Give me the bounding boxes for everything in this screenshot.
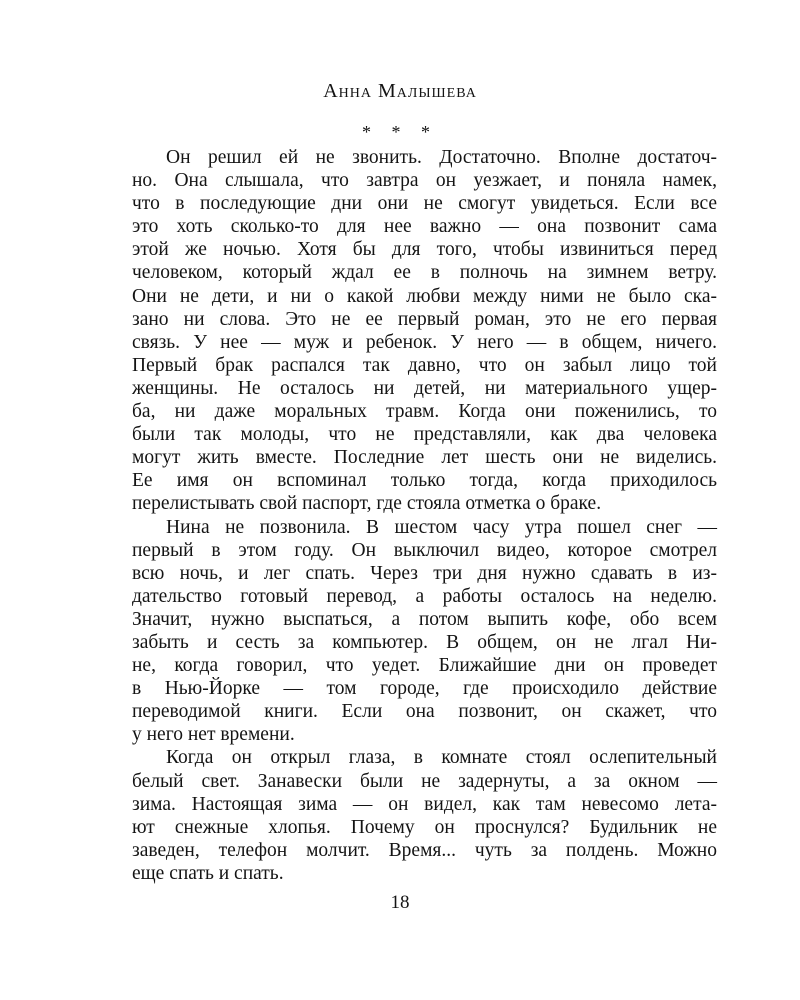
text-line: всю ночь, и лег спать. Через три дня нужно сдавать в из- bbox=[132, 562, 717, 584]
text-line: это хоть сколько-то для нее важно — она позвонит сама bbox=[132, 216, 717, 238]
paragraph-3 bbox=[132, 746, 717, 885]
text-line: могут жить вместе. Последние лет шесть они не виделись. bbox=[132, 447, 717, 469]
body-text bbox=[132, 146, 717, 885]
text-line: что в последующие дни они не смогут увидеться. Если все bbox=[132, 193, 717, 215]
text-line: белый свет. Занавески были не задернуты, а за окном — bbox=[132, 770, 717, 792]
text-line: были так молоды, что не представляли, как два человека bbox=[132, 424, 717, 446]
text-line: Они не дети, и ни о какой любви между ними не было ска- bbox=[132, 285, 717, 307]
text-line: связь. У нее — муж и ребенок. У него — в общем, ничего. bbox=[132, 331, 717, 353]
text-line: перелистывать свой паспорт, где стояла отметка о браке. bbox=[132, 493, 602, 515]
text-line: но. Она слышала, что завтра он уезжает, и поняла намек, bbox=[132, 170, 717, 192]
text-line: Ее имя он вспоминал только тогда, когда приходилось bbox=[132, 470, 717, 492]
text-line: ют снежные хлопья. Почему он проснулся? Будильник не bbox=[132, 816, 717, 838]
text-line: ба, ни даже моральных травм. Когда они поженились, то bbox=[132, 401, 717, 423]
running-header-author: Анна Малышева bbox=[323, 80, 477, 102]
text-line: Первый брак распался так давно, что он забыл лицо той bbox=[132, 354, 717, 376]
text-line: женщины. Не осталось ни детей, ни материального ущер- bbox=[132, 377, 717, 399]
text-line: переводимой книги. Если она позвонит, он скажет, что bbox=[132, 701, 717, 723]
text-line: зима. Настоящая зима — он видел, как там невесомо лета- bbox=[132, 793, 717, 815]
text-line: Он решил ей не звонить. Достаточно. Вполне достаточ- bbox=[166, 147, 717, 168]
text-line: Нина не позвонила. В шестом часу утра пошел снег — bbox=[166, 516, 717, 538]
text-line: не, когда говорил, что уедет. Ближайшие дни он проведет bbox=[132, 655, 717, 677]
text-line: первый в этом году. Он выключил видео, которое смотрел bbox=[132, 539, 717, 561]
text-line: забыть и сесть за компьютер. В общем, он не лгал Ни- bbox=[132, 631, 717, 653]
paragraph-1 bbox=[132, 146, 717, 516]
text-line: у него нет времени. bbox=[132, 724, 295, 746]
text-line: еще спать и спать. bbox=[132, 862, 284, 884]
text-line: дательство готовый перевод, а работы осталось на неделю. bbox=[132, 585, 717, 607]
paragraph-2 bbox=[132, 516, 717, 747]
text-line: в Нью-Йорке — том городе, где происходило действие bbox=[132, 678, 717, 700]
section-separator: * * * bbox=[362, 122, 438, 142]
text-line: человеком, который ждал ее в полночь на зимнем ветру. bbox=[132, 262, 717, 284]
text-line: Значит, нужно выспаться, а потом выпить кофе, обо всем bbox=[132, 608, 717, 630]
text-line: этой же ночью. Хотя бы для того, чтобы извиниться перед bbox=[132, 239, 717, 261]
text-line: Когда он открыл глаза, в комнате стоял ослепительный bbox=[166, 747, 717, 769]
page-number: 18 bbox=[390, 892, 410, 913]
text-line: зано ни слова. Это не ее первый роман, это не его первая bbox=[132, 308, 717, 330]
text-line: заведен, телефон молчит. Время... чуть за полдень. Можно bbox=[132, 839, 717, 861]
